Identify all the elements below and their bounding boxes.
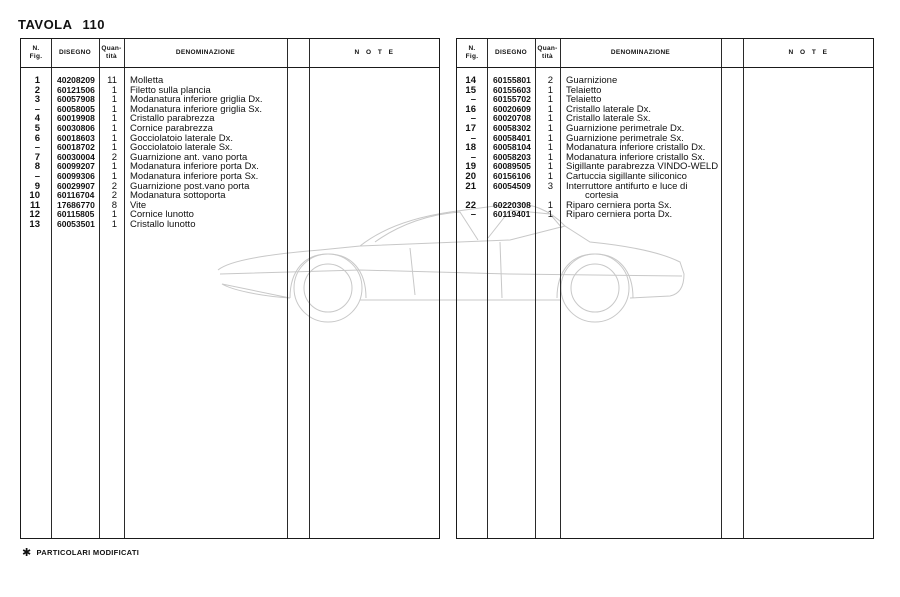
row-fig: 5	[34, 122, 40, 134]
row-disegno: 60020609	[493, 103, 531, 114]
row-fig: 3	[34, 94, 40, 106]
row-disegno: 60053501	[57, 218, 95, 229]
row-fig: 19	[465, 161, 476, 173]
right-rows	[457, 76, 873, 220]
row-denominazione: Cornice parabrezza	[130, 122, 213, 134]
parts-table-right	[456, 38, 874, 539]
row-denominazione: Cornice lunotto	[130, 209, 194, 221]
row-disegno: 60099207	[57, 161, 95, 172]
page-title	[18, 17, 105, 32]
row-denominazione: Guarnizione	[566, 75, 618, 86]
row-fig: –	[34, 103, 40, 115]
row-disegno: 60030806	[57, 122, 95, 133]
row-denominazione: Modanatura inferiore cristallo Dx.	[566, 142, 706, 154]
row-denominazione: Telaietto	[566, 94, 602, 106]
row-disegno: 60155702	[493, 94, 531, 105]
row-disegno: 60058302	[493, 122, 531, 133]
row-quantita: 3	[547, 180, 553, 192]
row-disegno: 60115805	[57, 209, 95, 220]
row-fig: 11	[29, 199, 40, 211]
row-denominazione: Vite	[130, 199, 147, 211]
row-quantita: 1	[547, 142, 553, 154]
row-denominazione: Modanatura inferiore griglia Sx.	[130, 103, 263, 115]
row-denominazione: Cristallo lunotto	[130, 218, 196, 230]
row-quantita: 1	[111, 142, 117, 154]
row-fig: 21	[465, 180, 476, 192]
row-disegno: 60029907	[57, 180, 95, 191]
row-quantita: 8	[111, 199, 117, 211]
row-quantita: 1	[547, 103, 553, 115]
row-disegno: 60057908	[57, 94, 95, 105]
row-disegno: 60058203	[493, 151, 531, 162]
row-denominazione: Modanatura sottoporta	[130, 190, 226, 202]
row-disegno: 60155801	[493, 75, 531, 85]
row-quantita: 1	[111, 132, 117, 144]
row-disegno: 60058005	[57, 103, 95, 114]
row-disegno: 60058104	[493, 142, 531, 153]
row-quantita: 1	[111, 209, 117, 221]
header-qty-line1: Quan-	[537, 45, 558, 52]
header-fig-line2: Fig.	[29, 53, 43, 60]
row-disegno: 60116704	[57, 190, 95, 201]
row-fig: 16	[465, 103, 476, 115]
row-quantita: 1	[111, 170, 117, 182]
row-denominazione: Cristallo parabrezza	[130, 113, 215, 125]
header-note: N O T E	[788, 49, 830, 56]
row-disegno: 60030004	[57, 151, 95, 162]
row-fig: 1	[34, 75, 40, 86]
row-fig: 8	[34, 161, 40, 173]
row-quantita: 1	[547, 209, 553, 221]
row-denominazione: Modanatura inferiore cristallo Sx.	[566, 151, 705, 163]
row-quantita: 1	[547, 199, 553, 211]
row-fig: 22	[465, 199, 476, 211]
row-fig: –	[470, 209, 476, 221]
header-divider	[21, 67, 439, 68]
header-qty-line1: Quan-	[101, 45, 122, 52]
row-fig: –	[470, 94, 476, 106]
footer-legend	[22, 545, 139, 558]
row-disegno: 60119401	[493, 209, 531, 220]
row-quantita: 2	[547, 75, 553, 86]
row-quantita: 1	[111, 161, 117, 173]
row-denominazione: Guarnizione perimetrale Sx.	[566, 132, 684, 144]
row-fig: 4	[34, 113, 40, 125]
row-disegno: 60018702	[57, 142, 95, 153]
row-disegno: 60089505	[493, 161, 531, 172]
row-disegno: 60020708	[493, 113, 531, 124]
row-quantita: 1	[111, 84, 117, 96]
row-quantita: 1	[547, 132, 553, 144]
row-denominazione: Modanatura inferiore griglia Dx.	[130, 94, 263, 106]
row-denominazione: Cristallo laterale Sx.	[566, 113, 651, 125]
row-disegno: 60018603	[57, 132, 95, 143]
header-fig	[21, 39, 51, 67]
row-quantita: 1	[111, 94, 117, 106]
table-row	[21, 220, 439, 230]
asterisk-icon: ✱	[22, 547, 32, 559]
row-fig: 14	[465, 75, 476, 86]
header-disegno: DISEGNO	[58, 49, 92, 56]
header-qty-line2: tità	[542, 53, 553, 60]
row-disegno: 60054509	[493, 180, 531, 191]
row-denominazione: Guarnizione perimetrale Dx.	[566, 122, 685, 134]
row-quantita: 1	[111, 103, 117, 115]
row-quantita: 1	[547, 94, 553, 106]
row-denominazione: Cristallo laterale Dx.	[566, 103, 651, 115]
row-fig: –	[470, 151, 476, 163]
row-denominazione: Gocciolatoio laterale Sx.	[130, 142, 233, 154]
table-row	[457, 210, 873, 220]
table-row	[457, 182, 873, 192]
row-quantita: 2	[111, 151, 117, 163]
row-disegno: 60156106	[493, 170, 531, 181]
tavola-number: 110	[82, 17, 105, 32]
row-disegno: 17686770	[57, 199, 95, 210]
row-quantita: 1	[547, 161, 553, 173]
row-denominazione: Sigillante parabrezza VINDO-WELD	[566, 161, 719, 173]
row-fig: 12	[29, 209, 40, 221]
row-quantita: 1	[547, 151, 553, 163]
row-disegno: 60019908	[57, 113, 95, 124]
row-disegno: 60121506	[57, 84, 95, 95]
row-denominazione: Modanatura inferiore porta Dx.	[130, 161, 259, 173]
header-fig-line1: N.	[468, 45, 476, 52]
header-fig-line2: Fig.	[465, 53, 479, 60]
row-disegno: 60058401	[493, 132, 531, 143]
row-fig: 13	[29, 218, 40, 230]
header-denominazione: DENOMINAZIONE	[610, 49, 671, 56]
header-divider	[457, 67, 873, 68]
row-quantita: 1	[111, 218, 117, 230]
footer-text: PARTICOLARI MODIFICATI	[36, 548, 140, 557]
row-fig: 20	[465, 170, 476, 182]
left-rows	[21, 76, 439, 230]
row-denominazione: Gocciolatoio laterale Dx.	[130, 132, 233, 144]
row-disegno: 60220308	[493, 199, 531, 210]
header-note: N O T E	[354, 49, 396, 56]
row-denominazione: Modanatura inferiore porta Sx.	[130, 170, 259, 182]
row-fig: –	[470, 113, 476, 125]
row-fig: –	[470, 132, 476, 144]
header-fig	[457, 39, 487, 67]
row-quantita: 2	[111, 190, 117, 202]
row-quantita: 1	[547, 113, 553, 125]
row-quantita: 11	[107, 75, 117, 86]
row-quantita: 2	[111, 180, 117, 192]
tavola-label: TAVOLA	[18, 17, 73, 32]
row-disegno: 40208209	[57, 75, 95, 85]
header-disegno: DISEGNO	[494, 49, 528, 56]
row-fig: 9	[34, 180, 40, 192]
parts-table-left	[20, 38, 440, 539]
row-quantita: 1	[547, 122, 553, 134]
header-quantita	[99, 39, 124, 67]
header-qty-line2: tità	[106, 53, 117, 60]
row-denominazione: Molletta	[130, 75, 164, 86]
row-fig: 7	[34, 151, 40, 163]
row-quantita: 1	[547, 84, 553, 96]
row-quantita: 1	[111, 113, 117, 125]
row-denominazione: Cartuccia sigillante siliconico	[566, 170, 687, 182]
row-fig: 18	[465, 142, 476, 154]
row-fig: 15	[465, 84, 476, 96]
row-denominazione: Riparo cerniera porta Sx.	[566, 199, 672, 211]
row-denominazione: Filetto sulla plancia	[130, 84, 211, 96]
row-denominazione: Riparo cerniera porta Dx.	[566, 209, 673, 221]
row-quantita: 1	[111, 122, 117, 134]
header-quantita	[535, 39, 560, 67]
row-fig: 17	[465, 122, 476, 134]
row-disegno: 60155603	[493, 84, 531, 95]
row-denominazione: Telaietto	[566, 84, 602, 96]
header-denominazione: DENOMINAZIONE	[175, 49, 236, 56]
row-denominazione: Interruttore antifurto e luce di	[566, 180, 688, 192]
row-denominazione: Guarnizione ant. vano porta	[130, 151, 248, 163]
row-fig: –	[34, 142, 40, 154]
row-fig: 2	[34, 84, 40, 96]
row-fig: 10	[29, 190, 40, 202]
row-disegno: 60099306	[57, 170, 95, 181]
row-denominazione: Guarnizione post.vano porta	[130, 180, 250, 192]
row-fig: –	[34, 170, 40, 182]
header-fig-line1: N.	[32, 45, 40, 52]
row-fig: 6	[34, 132, 40, 144]
row-denominazione: cortesia	[585, 190, 619, 202]
row-quantita: 1	[547, 170, 553, 182]
